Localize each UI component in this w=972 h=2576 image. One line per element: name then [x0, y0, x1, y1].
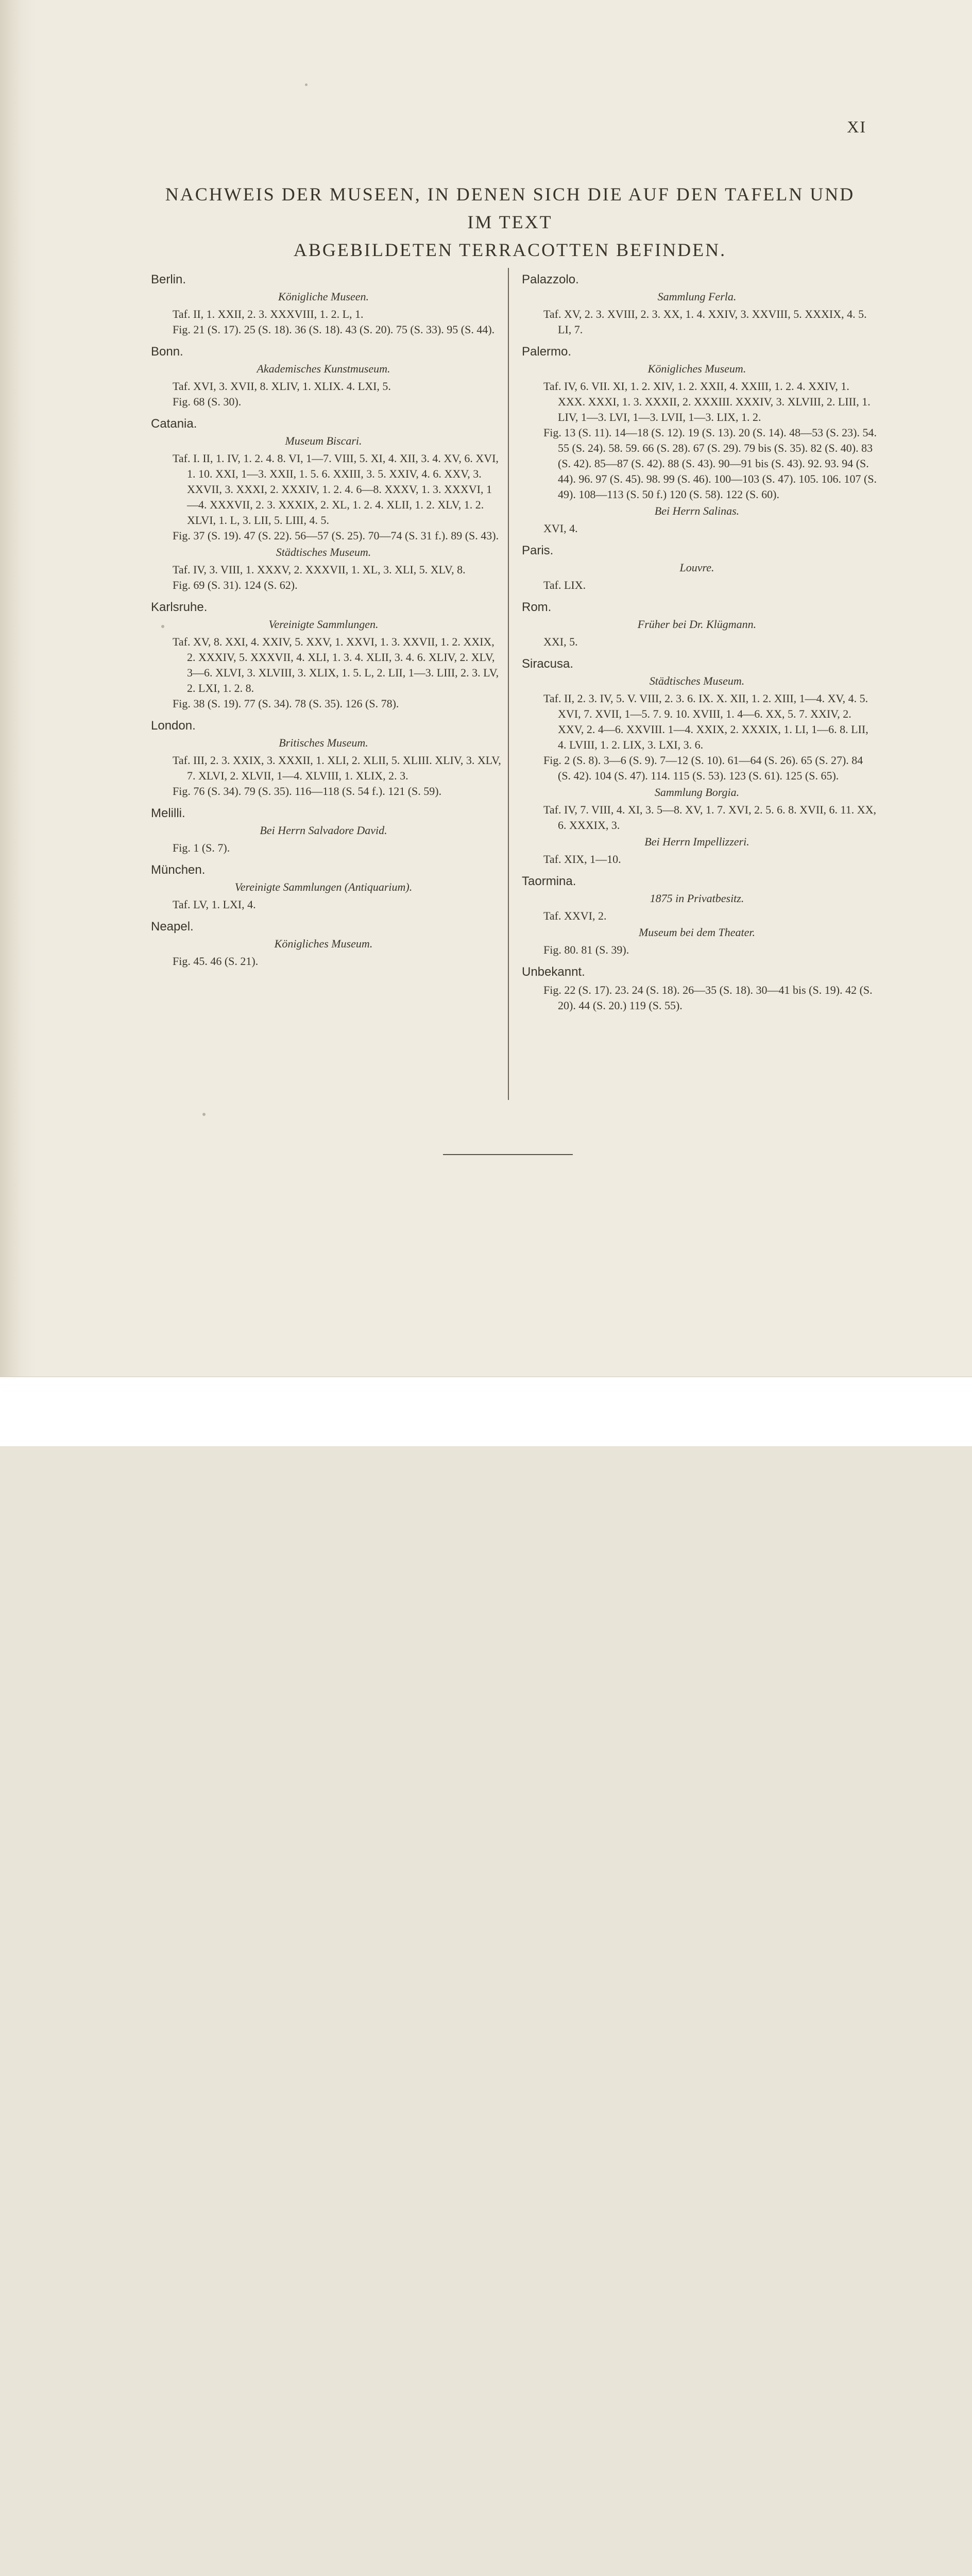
city-heading: Berlin.: [151, 273, 186, 286]
city-heading: Catania.: [151, 417, 197, 431]
reference-entry: Fig. 1 (S. 7).: [173, 841, 230, 854]
page-gutter-shadow: [0, 0, 36, 1377]
city-heading: Paris.: [522, 544, 554, 557]
reference-entry: Fig. 69 (S. 31). 124 (S. 62).: [173, 579, 298, 591]
city-heading: Rom.: [522, 600, 552, 614]
collection-name: Früher bei Dr. Klügmann.: [637, 618, 757, 631]
reference-entry: Fig. 80. 81 (S. 39).: [543, 943, 629, 956]
collection-name: Sammlung Borgia.: [654, 786, 740, 799]
collection-name: Bei Herrn Salinas.: [654, 504, 740, 517]
collection-name: Britisches Museum.: [279, 736, 368, 749]
reference-entry: Taf. IV, 6. VII. XI, 1. 2. XIV, 1. 2. XXII, 4. XXIII, 1. 2. 4. XXIV, 1. XXX. XXXI, 1. 3. XXXII, 2. XXXIII. XXXIV, 3. XLVIII, 2. LIII, 1. LIV, 1—3. LVI, 1—3. LVII, 1—3. LIX, 1. 2.: [543, 380, 871, 423]
city-heading: Unbekannt.: [522, 965, 585, 979]
reference-entry: Fig. 68 (S. 30).: [173, 395, 242, 408]
reference-entry: Taf. LIX.: [543, 579, 586, 591]
city-heading: London.: [151, 719, 196, 733]
reference-entry: Taf. XV, 2. 3. XVIII, 2. 3. XX, 1. 4. XXIV, 3. XXVIII, 5. XXXIX, 4. 5. LI, 7.: [543, 308, 867, 336]
page-number: XI: [847, 117, 866, 136]
paper-speck: [202, 1113, 206, 1116]
title-line-1: NACHWEIS DER MUSEEN, IN DENEN SICH DIE AUF DEN TAFELN UND IM TEXT: [165, 184, 855, 232]
reference-entry: Fig. 45. 46 (S. 21).: [173, 955, 259, 968]
collection-name: Vereinigte Sammlungen.: [268, 618, 379, 631]
city-heading: Palermo.: [522, 345, 572, 359]
collection-name: Louvre.: [679, 561, 714, 574]
city-heading: Karlsruhe.: [151, 600, 208, 614]
city-heading: Neapel.: [151, 920, 194, 934]
collection-name: Städtisches Museum.: [649, 674, 745, 687]
column-divider: [508, 268, 509, 1100]
collection-name: Vereinigte Sammlungen (Antiquarium).: [234, 880, 413, 893]
reference-entry: Taf. IV, 7. VIII, 4. XI, 3. 5—8. XV, 1. 7. XVI, 2. 5. 6. 8. XVII, 6. 11. XX, 6. XXXIX, 3.: [543, 803, 876, 832]
reference-entry: Taf. XVI, 3. XVII, 8. XLIV, 1. XLIX. 4. LXI, 5.: [173, 380, 391, 393]
paper-speck: [305, 83, 308, 86]
reference-entry: Taf. XV, 8. XXI, 4. XXIV, 5. XXV, 1. XXVI, 1. 3. XXVII, 1. 2. XXIX, 2. XXXIV, 5. XXXVII, 4. XLI, 1. 3. 4. XLII, 3. 4. 6. XLIV, 2. XLV, 3—6. XLVI, 3. XLVIII, 3. XLIX, 1. 5. L, 2. LII, 1—3. LIII, 2. 3. LV, 2. LXI, 1. 2. 8.: [173, 635, 499, 694]
reference-entry: XXI, 5.: [543, 635, 578, 648]
collection-name: Akademisches Kunstmuseum.: [257, 362, 390, 375]
city-heading: Taormina.: [522, 874, 576, 888]
footer-bar: [0, 1377, 972, 1446]
title-line-2: ABGEBILDETEN TERRACOTTEN BEFINDEN.: [293, 240, 727, 260]
end-rule: [443, 1154, 573, 1155]
city-heading: München.: [151, 863, 206, 877]
collection-name: Königliches Museum.: [647, 362, 746, 375]
left-column: [146, 265, 501, 969]
reference-entry: Taf. XIX, 1—10.: [543, 853, 621, 866]
reference-entry: Fig. 22 (S. 17). 23. 24 (S. 18). 26—35 (S. 18). 30—41 bis (S. 19). 42 (S. 20). 44 (S. 20.) 119 (S. 55).: [543, 984, 873, 1012]
page-title: [149, 180, 871, 264]
city-heading: Palazzolo.: [522, 273, 579, 286]
reference-entry: XVI, 4.: [543, 522, 578, 535]
collection-name: Sammlung Ferla.: [657, 290, 737, 303]
reference-entry: Taf. II, 2. 3. IV, 5. V. VIII, 2. 3. 6. IX. X. XII, 1. 2. XIII, 1—4. XV, 4. 5. XVI, 7. XVII, 1—5. 7. 9. 10. XVIII, 1. 4—6. XX, 5. 7. XXIV, 2. XXV, 2. 4—6. XXVIII. 1—4. XXIX, 2. XXXIX, 1. LI, 1—6. 8. LII, 4. LVIII, 1. 2. LIX, 3. LXI, 3. 6.: [543, 692, 868, 751]
reference-entry: Taf. III, 2. 3. XXIX, 3. XXXII, 1. XLI, 2. XLII, 5. XLIII. XLIV, 3. XLV, 7. XLVI, 2. XLVII, 1—4. XLVIII, 1. XLIX, 2. 3.: [173, 754, 501, 782]
collection-name: 1875 in Privatbesitz.: [650, 892, 744, 905]
right-column: [517, 265, 877, 1013]
reference-entry: Taf. XXVI, 2.: [543, 909, 607, 922]
collection-name: Königliche Museen.: [278, 290, 369, 303]
collection-name: Bei Herrn Salvadore David.: [260, 824, 387, 837]
collection-name: Städtisches Museum.: [276, 546, 371, 558]
collection-name: Königliches Museum.: [274, 937, 373, 950]
reference-entry: Taf. LV, 1. LXI, 4.: [173, 898, 256, 911]
collection-name: Bei Herrn Impellizzeri.: [644, 835, 749, 848]
collection-name: Museum bei dem Theater.: [638, 926, 756, 939]
city-heading: Bonn.: [151, 345, 183, 359]
city-heading: Melilli.: [151, 806, 185, 820]
collection-name: Museum Biscari.: [285, 434, 362, 447]
reference-entry: Fig. 76 (S. 34). 79 (S. 35). 116—118 (S. 54 f.). 121 (S. 59).: [173, 785, 442, 798]
reference-entry: Fig. 38 (S. 19). 77 (S. 34). 78 (S. 35). 126 (S. 78).: [173, 697, 399, 710]
reference-entry: Taf. I. II, 1. IV, 1. 2. 4. 8. VI, 1—7. VIII, 5. XI, 4. XII, 3. 4. XV, 6. XVI, 1. 10. XXI, 1—3. XXII, 1. 5. 6. XXIII, 3. 5. XXIV, 4. 6. XXV, 3. XXVII, 3. XXXI, 2. XXXIV, 1. 2. 4. 6—8. XXXV, 1. 3. XXXVI, 1—4. XXXVII, 2. 3. XXXIX, 2. XL, 1. 2. 4. XLII, 1. 2. XLV, 1. 2. XLVI, 1. L, 3. LII, 5. LIII, 4. 5.: [173, 452, 499, 527]
reference-entry: Fig. 37 (S. 19). 47 (S. 22). 56—57 (S. 25). 70—74 (S. 31 f.). 89 (S. 43).: [173, 529, 499, 542]
reference-entry: Fig. 21 (S. 17). 25 (S. 18). 36 (S. 18). 43 (S. 20). 75 (S. 33). 95 (S. 44).: [173, 323, 495, 336]
reference-entry: Taf. II, 1. XXII, 2. 3. XXXVIII, 1. 2. L, 1.: [173, 308, 364, 320]
reference-entry: Fig. 2 (S. 8). 3—6 (S. 9). 7—12 (S. 10). 61—64 (S. 26). 65 (S. 27). 84 (S. 42). 104 (S. 47). 114. 115 (S. 53). 123 (S. 61). 125 (S. 65).: [543, 754, 863, 782]
reference-entry: Taf. IV, 3. VIII, 1. XXXV, 2. XXXVII, 1. XL, 3. XLI, 5. XLV, 8.: [173, 563, 466, 576]
reference-entry: Fig. 13 (S. 11). 14—18 (S. 12). 19 (S. 13). 20 (S. 14). 48—53 (S. 23). 54. 55 (S. 24). 58. 59. 66 (S. 28). 67 (S. 29). 79 bis (S. 35). 82 (S. 40). 83 (S. 42). 85—87 (S. 42). 88 (S. 43). 90—91 bis (S. 43). 92. 93. 94 (S. 44). 96. 97 (S. 45). 98. 99 (S. 46). 100—103 (S. 47). 105. 106. 107 (S. 49). 108—113 (S. 50 f.) 120 (S. 58). 122 (S. 60).: [543, 426, 877, 501]
city-heading: Siracusa.: [522, 657, 574, 671]
